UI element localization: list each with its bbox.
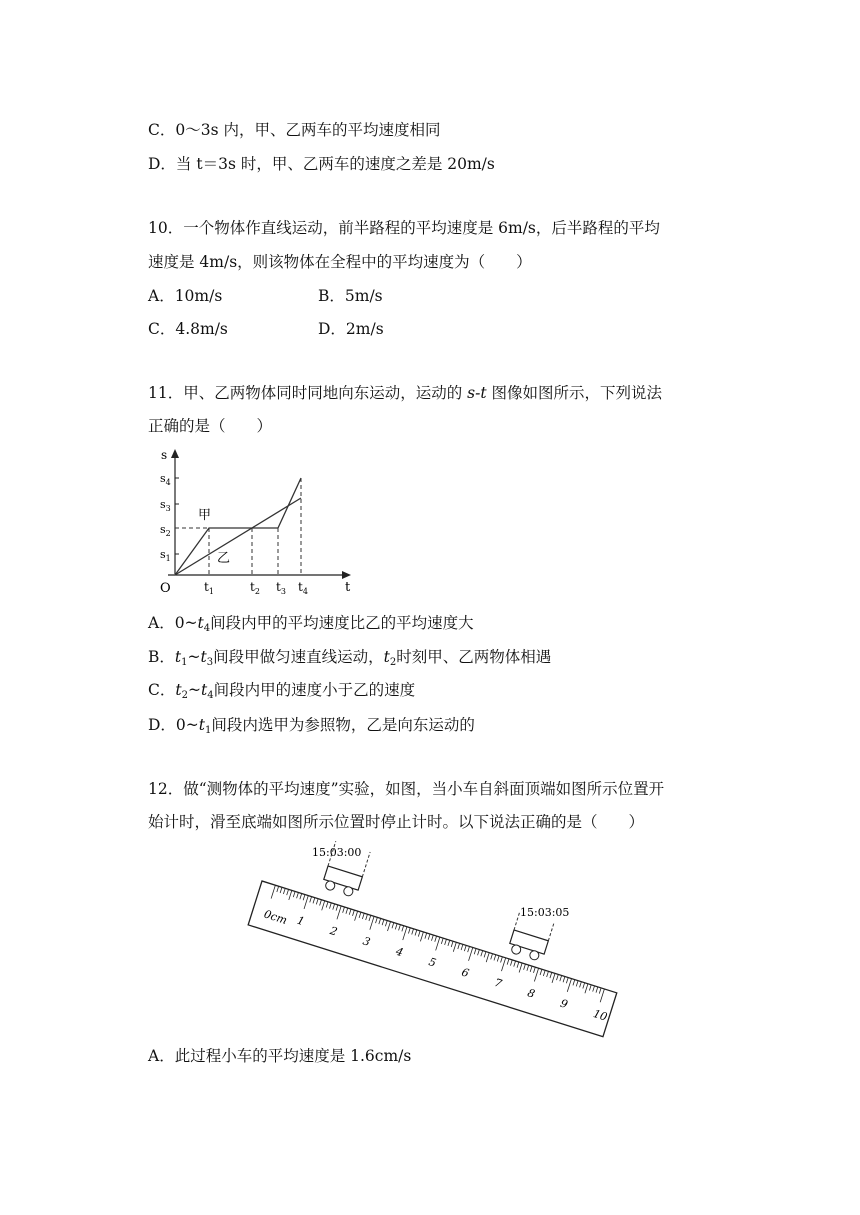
ruler-number: 10 [591, 1007, 609, 1024]
q11-option-a: A．$0\sim t_4$间段内甲的平均速度比乙的平均速度大 [148, 614, 474, 634]
st-graph-origin: O [160, 581, 171, 596]
st-graph-y-tick-s3: $s_3$ [160, 498, 171, 513]
st-graph-line-yi [175, 498, 301, 575]
q10-stem-line2: 速度是 4m/s，则该物体在全程中的平均速度为（ ） [148, 253, 532, 271]
ruler-number: 6 [459, 965, 471, 981]
st-graph-line-jia [175, 478, 301, 575]
q10-option-d: D．2m/s [318, 320, 384, 338]
q12-stem-line2: 始计时，滑至底端如图所示位置时停止计时。以下说法正确的是（ ） [148, 813, 645, 831]
ruler-number: 4 [394, 944, 405, 960]
st-graph-y-arrow [171, 449, 179, 458]
ruler-unit-label: 0cm [262, 907, 289, 927]
q11-option-c: C．$t_2\sim t_4$间段内甲的速度小于乙的速度 [148, 681, 416, 701]
st-graph [146, 446, 366, 602]
st-graph-x-tick-t2: $t_2$ [250, 580, 260, 596]
ruler-figure [240, 838, 630, 1038]
st-graph-x-tick-t3: $t_3$ [276, 580, 286, 596]
st-graph-x-label: t [345, 580, 351, 595]
q11-stem-variable: s-t [467, 384, 487, 402]
st-graph-y-tick-s1: $s_1$ [160, 548, 171, 563]
st-graph-y-tick-s2: $s_2$ [160, 523, 171, 538]
q9-option-d: D．当 t＝3s 时，甲、乙两车的速度之差是 20m/s [148, 155, 495, 173]
q11-option-d: D．$0\sim t_1$间段内选甲为参照物，乙是向东运动的 [148, 716, 475, 736]
q12-stem-line1: 12．做“测物体的平均速度”实验，如图，当小车自斜面顶端如图所示位置开 [148, 780, 665, 798]
q12-option-a: A．此过程小车的平均速度是 1.6cm/s [148, 1047, 412, 1065]
ruler-number: 9 [558, 996, 570, 1012]
ruler-number: 7 [492, 976, 504, 991]
ruler-number: 8 [525, 986, 537, 1001]
q10-option-c: C．4.8m/s [148, 320, 228, 338]
ruler-number: 3 [361, 934, 372, 950]
st-graph-label-jia: 甲 [198, 508, 212, 523]
q11-option-b: B．$t_1\sim t_3$间段甲做匀速直线运动，$t_2$时刻甲、乙两物体相遇 [148, 648, 552, 668]
ruler-number: 1 [295, 913, 307, 929]
ruler-number: 2 [328, 924, 339, 939]
q10-stem-line1: 10．一个物体作直线运动，前半路程的平均速度是 6m/s，后半路程的平均 [148, 219, 660, 237]
q9-option-c: C．0～3s 内，甲、乙两车的平均速度相同 [148, 121, 441, 139]
st-graph-y-tick-s4: $s_4$ [160, 472, 171, 487]
clock-end: 15:03:05 [520, 906, 570, 919]
st-graph-label-yi: 乙 [217, 551, 231, 566]
ruler-number: 5 [427, 955, 438, 970]
st-graph-x-tick-t4: $t_4$ [298, 580, 308, 596]
st-graph-x-arrow [342, 571, 351, 579]
q11-stem-line1 [148, 383, 662, 403]
clock-start: 15:03:00 [312, 846, 362, 859]
q10-option-a: A．10m/s [148, 287, 223, 305]
q11-stem-text-end: 图像如图所示，下列说法 [486, 384, 663, 402]
st-graph-x-tick-t1: $t_1$ [204, 580, 214, 596]
q11-stem-text: 11．甲、乙两物体同时同地向东运动，运动的 [148, 384, 468, 402]
st-graph-y-label: s [161, 448, 168, 462]
q10-option-b: B．5m/s [318, 287, 383, 305]
q11-stem-line2: 正确的是（ ） [148, 417, 273, 435]
